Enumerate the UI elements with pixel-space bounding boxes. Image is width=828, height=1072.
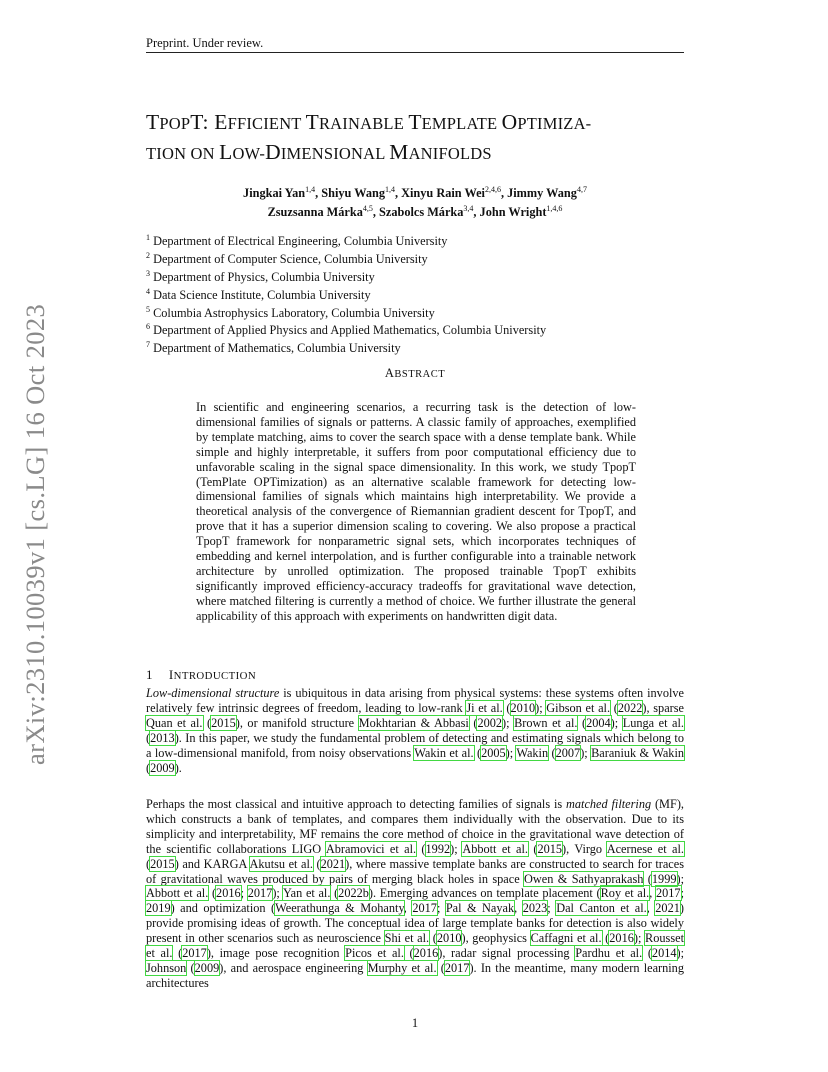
paragraph-text: ) provide promising ideas of growth. The conceptual idea of large template banks for detection is also widely present in other scenarios such as neuroscience [146,901,684,946]
title-part: T [146,110,160,134]
intro-paragraph-2 [146,797,684,991]
citation-link[interactable]: 2017 [182,946,207,961]
title-part: IMENSIONAL [280,144,390,163]
paragraph-text: (MF), which constructs a bank of templates, and compares them individually with the observation. Due to its simplicity and interpretability, MF remains the core method of choice in the gravitational wave detection of the scientific collaborations LIGO [146,797,684,856]
paragraph-text: ). Emerging advances on template placement ( [368,886,601,901]
paragraph-text: ), radar signal processing [438,946,576,961]
paragraph-text: ; [240,886,248,901]
paragraph-text: ( [601,931,610,946]
paragraph-text: ); [535,700,547,715]
citation-link[interactable]: Mokhtarian & Abbasi [358,715,469,730]
citation-link[interactable]: 2009 [150,760,175,775]
citation-link[interactable]: 2014 [651,946,677,961]
paragraph-text: ); [502,715,515,730]
paragraph-text: ), Virgo [562,841,607,856]
paragraph-text: ); [676,946,685,961]
citation-link[interactable]: Pal & Nayak [445,901,515,916]
paragraph-text: ( [146,856,151,871]
paragraph-text: ), where massive template banks are constructed to search for traces of gravitational waves produced by pairs of merging black holes in space [146,856,685,886]
affiliation-text: Department of Mathematics, Columbia University [150,341,401,356]
paragraph-text: Perhaps the most classical and intuitive approach to detecting families of signals is [146,797,566,811]
paragraph-text: ( [146,760,151,775]
citation-link[interactable]: 2017 [412,901,437,916]
paragraph-text: , [514,901,523,916]
affiliation-item [146,249,546,267]
citation-link[interactable]: Akutsu et al. [249,856,313,871]
title-line-2 [146,138,694,168]
paragraph-text: ( [186,960,195,975]
emphasis-text: matched filtering [566,797,652,811]
title-part: EMPLATE [421,114,502,133]
citation-link[interactable]: Baraniuk & Wakin [591,745,685,760]
citation-link[interactable]: 2013 [150,730,175,745]
paragraph-text: ( [172,946,183,961]
paragraph-text: ( [468,715,478,730]
citation-link[interactable]: Brown et al. [514,715,578,730]
page-number: 1 [411,1016,419,1030]
heading-part: BSTRACT [394,369,446,380]
citation-link[interactable]: Ji et al. [466,700,503,715]
citation-link[interactable]: 1992 [425,841,451,856]
citation-link[interactable]: Abbott et al. [462,841,528,856]
paragraph-text: ); [633,931,646,946]
arxiv-side-stamp: arXiv:2310.10039v1 [cs.LG] 16 Oct 2023 [20,303,50,765]
paragraph-text: , [649,886,656,901]
paragraph-text: ( [610,700,618,715]
citation-link[interactable]: Acernese et al. [606,841,684,856]
paragraph-text: ); [505,745,517,760]
author-list [146,182,684,220]
paragraph-text: ( [642,946,652,961]
running-header: Preprint. Under review. [146,36,264,50]
citation-link[interactable]: Rousset et al. [146,931,684,961]
paragraph-text: ; [436,901,446,916]
header-rule [146,52,684,53]
paragraph-text: ), image pose recognition [206,946,346,961]
affiliation-number: 3 [146,268,150,278]
affiliation-number: 7 [146,340,150,350]
citation-link[interactable]: 2017 [655,886,681,901]
citation-link[interactable]: 2022 [617,700,643,715]
paragraph-text: ), or manifold structure [235,715,359,730]
citation-link[interactable]: Abbott et al. [146,886,209,901]
citation-link[interactable]: 2015 [537,841,563,856]
title-part: T [408,110,422,134]
citation-link[interactable]: 2015 [211,715,236,730]
author-name: , John Wright [473,205,547,220]
abstract-heading [146,366,684,381]
citation-link[interactable]: Dal Canton et al. [556,901,647,916]
author-affil-marker: 1,4,6 [546,204,563,214]
paragraph-text: ). In the meantime, many modern learning architectures [146,960,684,990]
affiliation-text: Data Science Institute, Columbia University [150,287,371,302]
author-affil-marker: 4,5 [362,204,373,214]
emphasis-text: Low-dimensional structure [146,686,280,700]
paragraph-text: , [403,901,413,916]
abstract-body: In scientific and engineering scenarios, a recurring task is the detection of low-dimensional families of signals or patterns. A classic family of approaches, exemplified by template matching, aims to cover the search space with a dense template bank. While simple and highly interpretable, it suffers from poor computational efficiency due to unfavorable scaling in the signal space dimensionality. In this work, we study TpopT (TemPlate OPTimization) as an alternative scalable framework for detecting low-dimensional families of signals which maintains high interpretability. We provide a theoretical analysis of the convergence of Riemannian gradient descent for TpopT, and prove that it has a superior dimension scaling to covering. We also propose a practical TpopT framework for nonparametric signal sets, which incorporates techniques of embedding and kernel interpolation, and is further configurable into a trainable network architecture by unrolled optimization. The proposed trainable TpopT exhibits significantly improved efficiency-accuracy tradeoffs for gravitational wave detection, where matched filtering is currently a method of choice. We further illustrate the general applicability of this approach with experiments on handwritten digit data. [196,400,636,623]
title-part: T [305,110,319,134]
affiliation-text: Department of Computer Science, Columbia University [150,251,428,266]
citation-link[interactable]: 2016 [609,931,634,946]
author-name: , Jimmy Wang [500,186,577,201]
affiliation-number: 4 [146,286,150,296]
title-part: OW- [232,144,266,163]
author-affil-marker: 1,4 [305,185,316,194]
paragraph-text: ( [502,700,511,715]
paper-title [146,108,694,168]
citation-link[interactable]: 2019 [146,901,171,916]
intro-paragraph-1 [146,686,684,775]
affiliation-item [146,267,546,285]
paragraph-text: ( [577,715,587,730]
paragraph-text: ( [208,886,217,901]
title-part: RAINABLE [318,114,409,133]
paragraph-text: ); [676,871,685,886]
citation-link[interactable]: 2017 [444,960,470,975]
paragraph-text: ); [580,745,592,760]
citation-link[interactable]: 1999 [651,871,677,886]
author-affil-marker: 2,4,6 [484,185,501,194]
paragraph-text: ( [416,841,426,856]
affiliation-number: 6 [146,322,150,332]
citation-link[interactable]: 2017 [247,886,273,901]
title-part: TION ON [146,144,220,163]
paragraph-text: , [646,901,656,916]
affiliation-text: Department of Applied Physics and Applied Mathematics, Columbia University [150,323,547,338]
paragraph-text: ( [548,745,556,760]
citation-link[interactable]: 2016 [413,946,439,961]
title-part: M [389,140,409,164]
author-line-1 [146,182,684,201]
paragraph-text: ) and optimization ( [170,901,276,916]
citation-link[interactable]: Yan et al. [283,886,331,901]
paragraph-text: ), geophysics [461,931,531,946]
affiliation-number: 5 [146,304,150,314]
citation-link[interactable]: Gibson et al. [546,700,611,715]
section-heading [146,667,256,683]
title-part: POP [159,114,191,133]
author-line-2 [146,201,684,220]
citation-link[interactable]: Murphy et al. [367,960,437,975]
citation-link[interactable]: 2015 [150,856,175,871]
title-part: O [501,110,518,134]
title-part: FFICIENT [227,114,306,133]
paragraph-text: ). In this paper, we study the fundamental problem of detecting and estimating signals which belong to a low-dimensional manifold, from noisy observations [146,730,684,760]
citation-link[interactable]: 2021 [655,901,680,916]
citation-link[interactable]: Lunga et al. [622,715,685,730]
paragraph-text: is ubiquitous in data arising from physical systems: these systems often involve relatively few intrinsic degrees of freedom, leading to low-rank [146,686,685,715]
affiliation-item [146,303,546,321]
affiliation-list [146,231,546,356]
citation-link[interactable]: Wakin et al. [414,745,474,760]
heading-part: I [168,667,174,682]
paragraph-text: ( [403,946,414,961]
affiliation-number: 1 [146,233,150,242]
paragraph-text: ); [610,715,623,730]
paragraph-text: ( [146,730,151,745]
author-name: , Xinyu Rain Wei [394,186,485,201]
title-part: T: E [190,110,228,134]
affiliation-text: Department of Electrical Engineering, Columbia University [150,234,448,249]
paragraph-text: ( [330,886,339,901]
citation-link[interactable]: 2023 [522,901,548,916]
author-name: Jingkai Yan [243,186,306,201]
paragraph-text: ), and aerospace engineering [219,960,368,975]
paragraph-text: ( [202,715,212,730]
citation-link[interactable]: Shi et al. [384,931,430,946]
paragraph-text: ( [527,841,538,856]
citation-link[interactable]: 2010 [436,931,462,946]
citation-link[interactable]: Pardhu et al. [575,946,643,961]
title-line-1 [146,108,694,138]
paragraph-text: ); [272,886,284,901]
citation-link[interactable]: 2021 [320,856,346,871]
author-name: , Shiyu Wang [315,186,385,201]
paragraph-text: ). [174,760,182,775]
citation-link[interactable]: 2005 [481,745,506,760]
paragraph-text: ; [547,901,557,916]
paragraph-text: ( [429,931,437,946]
author-name: Zsuzsanna Márka [267,205,363,220]
citation-link[interactable]: Quan et al. [146,715,203,730]
citation-link[interactable]: 2009 [194,960,220,975]
author-affil-marker: 1,4 [384,185,395,194]
citation-link[interactable]: Roy et al. [600,886,650,901]
citation-link[interactable]: 2004 [586,715,611,730]
citation-link[interactable]: Johnson [146,960,187,975]
affiliation-text: Department of Physics, Columbia University [150,269,375,284]
citation-link[interactable]: Owen & Sathyaprakash [524,871,644,886]
citation-link[interactable]: 2022b [338,886,369,901]
affiliation-item [146,338,546,356]
paragraph-text: ( [473,745,482,760]
title-part: PTIMIZA- [517,114,592,133]
citation-link[interactable]: Weerathunga & Mohanty [275,901,404,916]
affiliation-item [146,231,546,249]
citation-link[interactable]: Caffagni et al. [530,931,602,946]
affiliation-item [146,285,546,303]
citation-link[interactable]: 2016 [216,886,241,901]
citation-link[interactable]: 2010 [510,700,536,715]
citation-link[interactable]: Picos et al. [345,946,404,961]
affiliation-item [146,320,546,338]
affiliation-text: Columbia Astrophysics Laboratory, Columbia University [150,305,435,320]
citation-link[interactable]: Abramovici et al. [325,841,417,856]
section-number: 1 [146,667,153,682]
paragraph-text: ( [436,960,445,975]
title-part: ANIFOLDS [408,144,492,163]
author-affil-marker: 4,7 [576,185,587,194]
author-affil-marker: 3,4 [463,204,474,214]
paragraph-text: ), sparse [642,700,684,715]
title-part: D [265,140,281,164]
heading-part: NTRODUCTION [173,670,257,682]
paragraph-text: ) and KARGA [174,856,250,871]
paragraph-text: ); [450,841,463,856]
citation-link[interactable]: 2007 [555,745,581,760]
author-name: , Szabolcs Márka [372,205,464,220]
paragraph-text: ( [312,856,321,871]
citation-link[interactable]: 2002 [477,715,503,730]
paragraph-text: ; [680,886,684,901]
title-part: L [219,140,233,164]
paragraph-text: ( [643,871,652,886]
affiliation-number: 2 [146,250,150,260]
citation-link[interactable]: Wakin [516,745,549,760]
heading-part: A [384,366,395,380]
